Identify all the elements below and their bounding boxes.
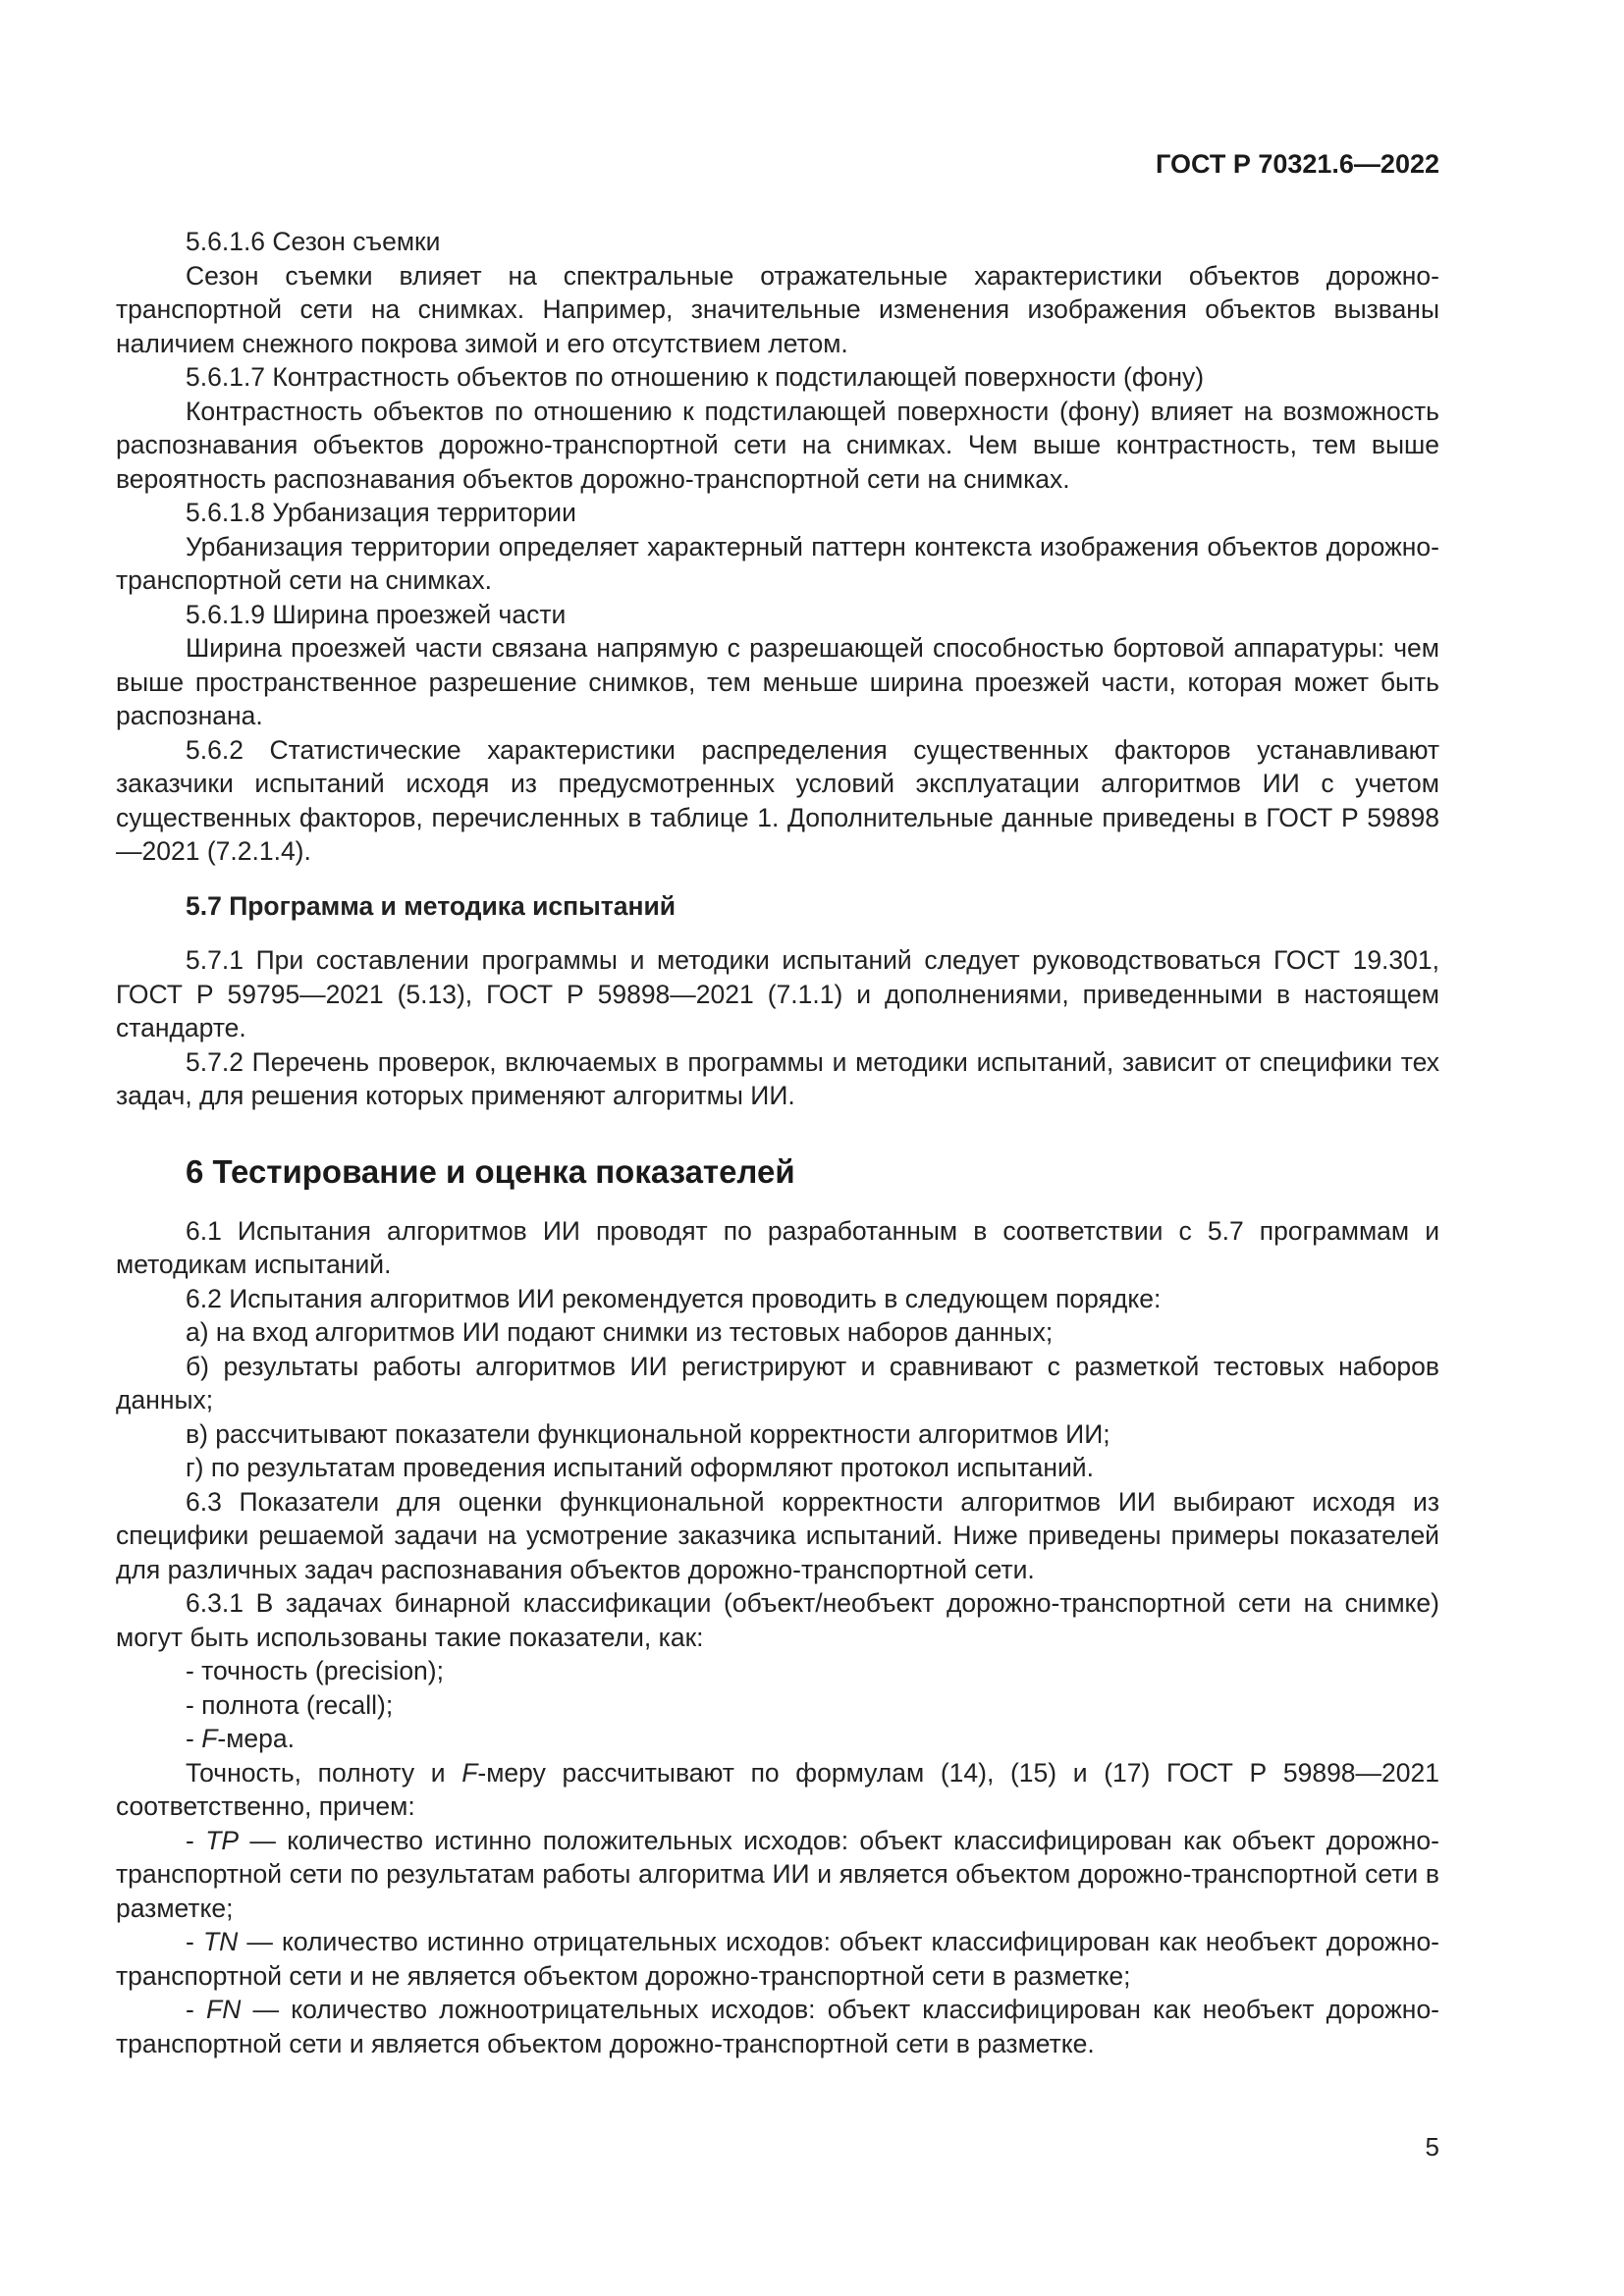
list-prefix: - [186, 1724, 202, 1753]
subsection-heading: 5.7 Программа и методика испытаний [186, 890, 677, 921]
variable: TP [205, 1825, 240, 1855]
document-header: ГОСТ Р 70321.6—2022 [1156, 149, 1439, 179]
definition-text: — количество истинно отрицательных исходов: объект классифицирован как необъект дорожно-транспортной сети и не является объектом дорожно-транспортной сети в разметке; [116, 1927, 1440, 1991]
variable: F [201, 1724, 218, 1753]
paragraph-text: Точность, полноту и [186, 1757, 462, 1788]
paragraph: Ширина проезжей части связана напрямую с разрешающей способностью бортовой аппаратуры: чем выше пространственное разрешение снимков, тем меньше ширина проезжей части, которая может быть распознана. [116, 633, 1439, 730]
list-prefix: - [186, 1825, 206, 1855]
clause-heading: 5.6.1.7 Контрастность объектов по отношению к подстилающей поверхности (фону) [186, 362, 1205, 392]
definition-text: — количество ложноотрицательных исходов: объект классифицирован как необъект дорожно-транспортной сети и является объектом дорожно-транспортной сети в разметке. [116, 1995, 1440, 2058]
page-number: 5 [1425, 2132, 1439, 2162]
paragraph: 6.3.1 В задачах бинарной классификации (объект/необъект дорожно-транспортной сети на снимке) могут быть использованы такие показатели, как: [116, 1588, 1439, 1652]
variable: FN [206, 1995, 242, 2024]
list-item: в) рассчитывают показатели функциональной корректности алгоритмов ИИ; [186, 1418, 1110, 1449]
list-item: - точность (precision); [186, 1656, 444, 1685]
list-item: а) на вход алгоритмов ИИ подают снимки из тестовых наборов данных; [186, 1317, 1054, 1347]
definition-text: — количество истинно положительных исходов: объект классифицирован как объект дорожно-транспортной сети по результатам работы алгоритма ИИ и является объектом дорожно-транспортной сети в разметке; [116, 1825, 1439, 1923]
paragraph: 5.7.2 Перечень проверок, включаемых в программы и методики испытаний, зависит от специфики тех задач, для решения которых применяют алгоритмы ИИ. [116, 1046, 1439, 1110]
paragraph: 6.3 Показатели для оценки функциональной корректности алгоритмов ИИ выбирают исходя из специфики решаемой задачи на усмотрение заказчика испытаний. Ниже приведены примеры показателей для различных задач распознавания объектов дорожно-транспортной сети. [116, 1486, 1439, 1584]
list-item: б) результаты работы алгоритмов ИИ регистрируют и сравнивают с разметкой тестовых наборов данных; [116, 1351, 1439, 1415]
paragraph-text: -меру рассчитывают по формулам (14), (15) и (17) ГОСТ Р 59898—2021 соответственно, причем: [116, 1757, 1439, 1821]
clause-heading: 5.6.1.8 Урбанизация территории [186, 498, 576, 527]
paragraph: Сезон съемки влияет на спектральные отражательные характеристики объектов дорожно-транспортной сети на снимках. Например, значительные изменения изображения объектов вызваны наличием снежного покрова зимой и его отсутствием летом. [116, 260, 1439, 358]
definition-item [116, 1824, 1439, 1926]
definition-item [116, 1993, 1439, 2060]
paragraph: Контрастность объектов по отношению к подстилающей поверхности (фону) влияет на возможность распознавания объектов дорожно-транспортной сети на снимках. Чем выше контрастность, тем выше вероятность распознавания объектов дорожно-транспортной сети на снимках. [116, 396, 1439, 494]
list-item [116, 1722, 1439, 1756]
list-text: -мера. [217, 1724, 295, 1753]
list-item: г) по результатам проведения испытаний оформляют протокол испытаний. [186, 1453, 1094, 1482]
paragraph: 5.6.2 Статистические характеристики распределения существенных факторов устанавливают заказчики испытаний исходя из предусмотренных условий эксплуатации алгоритмов ИИ с учетом существенных факторов, перечисленных в таблице 1. Дополнительные данные приведены в ГОСТ Р 59898—2021 (7.2.1.4). [116, 734, 1439, 866]
paragraph: 5.7.1 При составлении программы и методики испытаний следует руководствоваться ГОСТ 19.301, ГОСТ Р 59795—2021 (5.13), ГОСТ Р 59898—2021 (7.1.1) и дополнениями, приведенными в настоящем стандарте. [116, 945, 1439, 1042]
variable: F [461, 1757, 478, 1788]
section-heading: 6 Тестирование и оценка показателей [186, 1152, 795, 1190]
paragraph [116, 1756, 1439, 1824]
paragraph: 6.2 Испытания алгоритмов ИИ рекомендуется проводить в следующем порядке: [186, 1283, 1162, 1313]
document-body [116, 225, 1439, 2060]
clause-heading: 5.6.1.6 Сезон съемки [186, 227, 441, 256]
definition-item [116, 1925, 1439, 1993]
paragraph: Урбанизация территории определяет характерный паттерн контекста изображения объектов дорожно-транспортной сети на снимках. [116, 531, 1439, 595]
paragraph: 6.1 Испытания алгоритмов ИИ проводят по разработанным в соответствии с 5.7 программам и методикам испытаний. [116, 1215, 1439, 1279]
clause-heading: 5.6.1.9 Ширина проезжей части [186, 599, 567, 629]
list-prefix: - [186, 1927, 203, 1956]
list-item: - полнота (recall); [186, 1689, 394, 1720]
list-prefix: - [186, 1995, 207, 2024]
variable: TN [202, 1927, 239, 1956]
